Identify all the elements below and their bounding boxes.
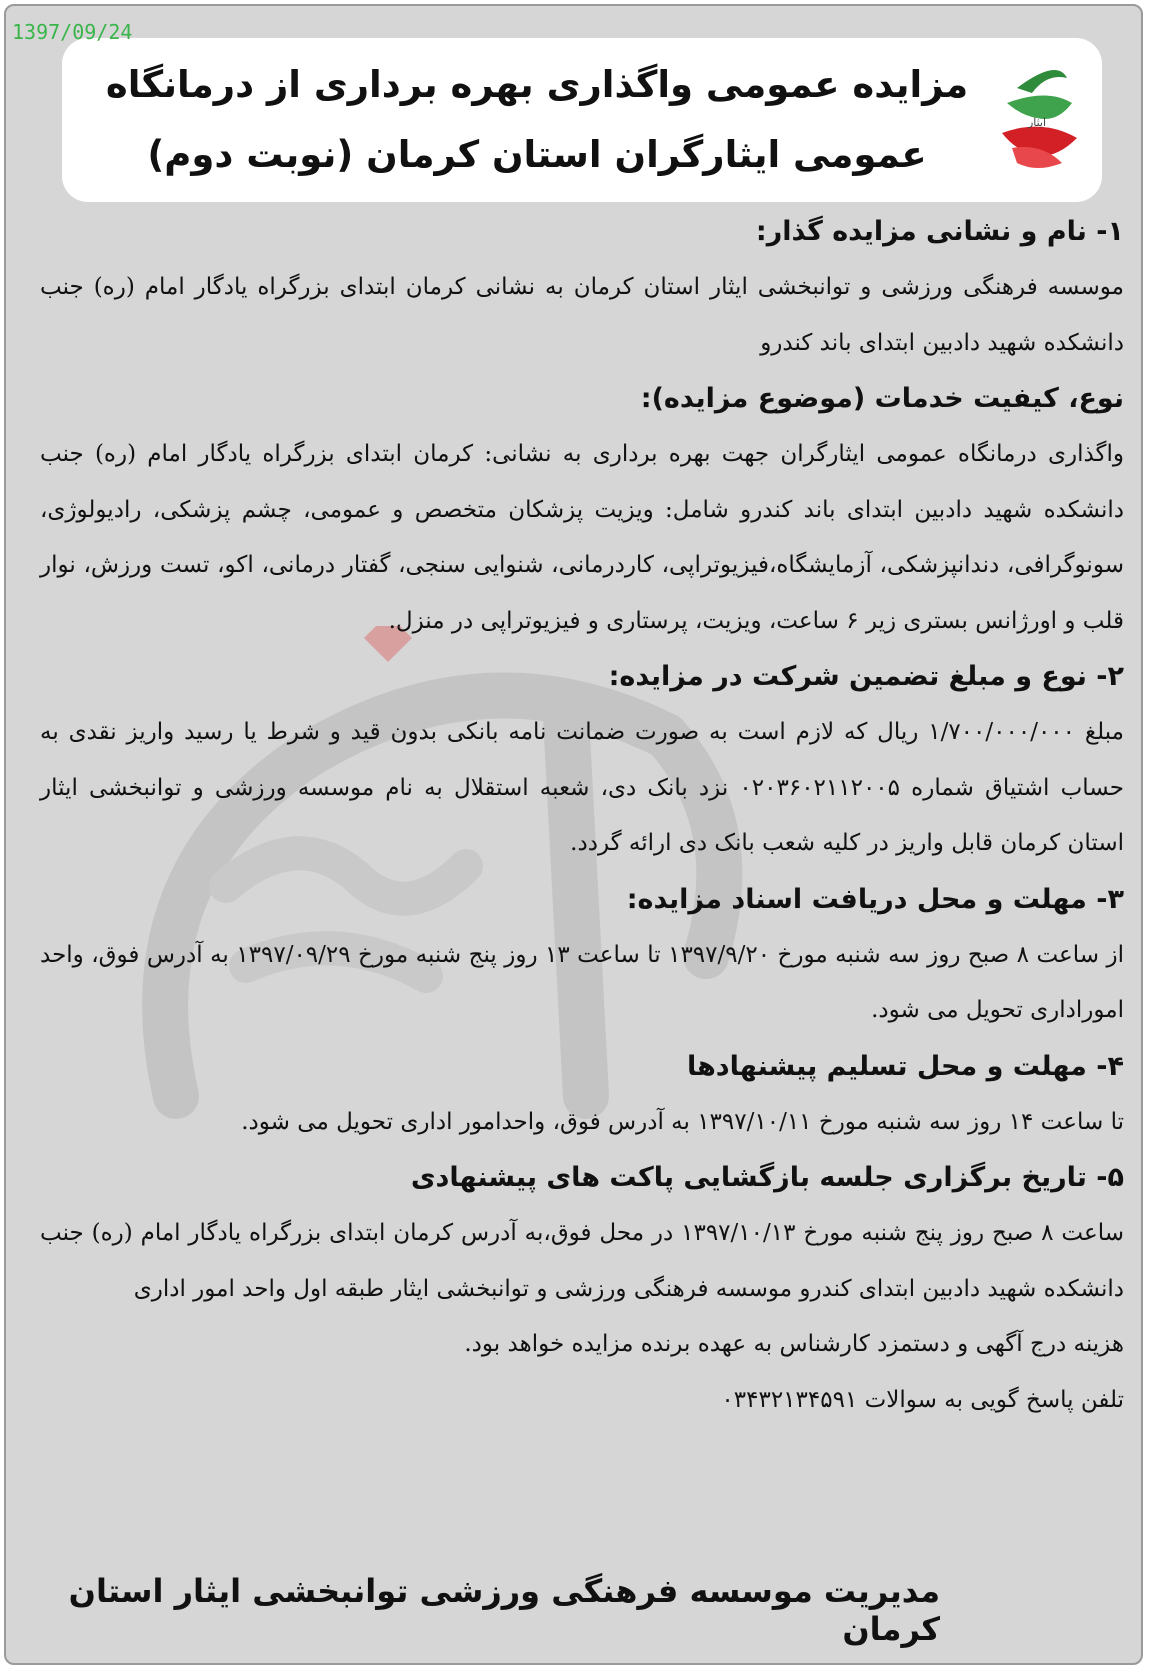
phone-note: تلفن پاسخ گویی به سوالات ۰۳۴۳۲۱۳۴۵۹۱ (721, 1386, 1124, 1413)
section-4 (40, 872, 1124, 1039)
section-3 (40, 649, 1124, 872)
title-line-2: عمومی ایثارگران استان کرمان (نوبت دوم) (147, 133, 927, 176)
title-line-1: مزایده عمومی واگذاری بهره برداری از درمانگاه (105, 63, 969, 106)
section-heading: ۳- مهلت و محل دریافت اسناد مزایده: (626, 883, 1124, 915)
section-text: واگذاری درمانگاه عمومی ایثارگران جهت بهره برداری به نشانی: کرمان ابتدای بزرگراه یادگار امام (ره) جنب دانشکده شهید دادبین ابتدای باند کندرو شامل: ویزیت پزشکان متخصص و عمومی، چشم پزشکی، رادیولوژی، سونوگرافی، دندانپزشکی، آزمایشگاه،فیزیوتراپی، کاردرمانی، شنوایی سنجی، گفتار درمانی، اکو، تست ورزش، نوار قلب و اورژانس بستری زیر ۶ ساعت، ویزیت، پرستاری و فیزیوتراپی در منزل. (40, 441, 1124, 634)
title-box (62, 38, 1102, 202)
section-text: از ساعت ۸ صبح روز سه شنبه مورخ ۱۳۹۷/۹/۲۰ تا ساعت ۱۳ روز پنج شنبه مورخ ۱۳۹۷/۰۹/۲۹ به آدرس فوق، واحد اموراداری تحویل می شود. (40, 941, 1124, 1023)
announcement-body (40, 204, 1124, 1428)
logo-caption: ایثار (1027, 116, 1047, 129)
date-stamp: 1397/09/24 (12, 20, 133, 44)
footer-signature: مدیریت موسسه فرهنگی ورزشی توانبخشی ایثار استان کرمان (68, 1572, 940, 1648)
section-text: تا ساعت ۱۴ روز سه شنبه مورخ ۱۳۹۷/۱۰/۱۱ به آدرس فوق، واحدامور اداری تحویل می شود. (241, 1108, 1124, 1135)
section-heading: ۱- نام و نشانی مزایده گذار: (755, 216, 1124, 247)
page-title (82, 50, 992, 190)
section-text: موسسه فرهنگی ورزشی و توانبخشی ایثار استان کرمان به نشانی کرمان ابتدای بزرگراه یادگار امام (ره) جنب دانشکده شهید دادبین ابتدای باند کندرو (40, 274, 1124, 356)
section-2 (40, 371, 1124, 649)
section-text: ساعت ۸ صبح روز پنج شنبه مورخ ۱۳۹۷/۱۰/۱۳ در محل فوق،به آدرس کرمان ابتدای بزرگراه یادگار امام (ره) جنب دانشکده شهید دادبین ابتدای کندرو موسسه فرهنگی ورزشی و توانبخشی ایثار طبقه اول واحد امور اداری (40, 1220, 1124, 1302)
section-heading: ۲- نوع و مبلغ تضمین شرکت در مزایده: (608, 661, 1124, 692)
section-text: مبلغ ۱/۷۰۰/۰۰۰/۰۰۰ ریال که لازم است به صورت ضمانت نامه بانکی بدون قید و شرط یا رسید واریز نقدی به حساب اشتیاق شماره ۰۲۰۳۶۰۲۱۱۲۰۰۵ نزد بانک دی، شعبه استقلال به نام موسسه ورزشی و توانبخشی ایثار استان کرمان قابل واریز در کلیه شعب بانک دی ارائه گردد. (40, 719, 1124, 856)
section-1 (40, 204, 1124, 371)
isar-foundation-logo-icon (987, 48, 1087, 190)
section-6 (40, 1150, 1124, 1317)
section-heading: ۵- تاریخ برگزاری جلسه بازگشایی پاکت های پیشنهادی (410, 1162, 1124, 1193)
section-5 (40, 1039, 1124, 1151)
document-sheet (4, 4, 1143, 1665)
cost-note: هزینه درج آگهی و دستمزد کارشناس به عهده برنده مزایده خواهد بود. (464, 1331, 1124, 1357)
section-heading: نوع، کیفیت خدمات (موضوع مزایده): (640, 383, 1124, 414)
section-heading: ۴- مهلت و محل تسلیم پیشنهادها (686, 1050, 1124, 1082)
